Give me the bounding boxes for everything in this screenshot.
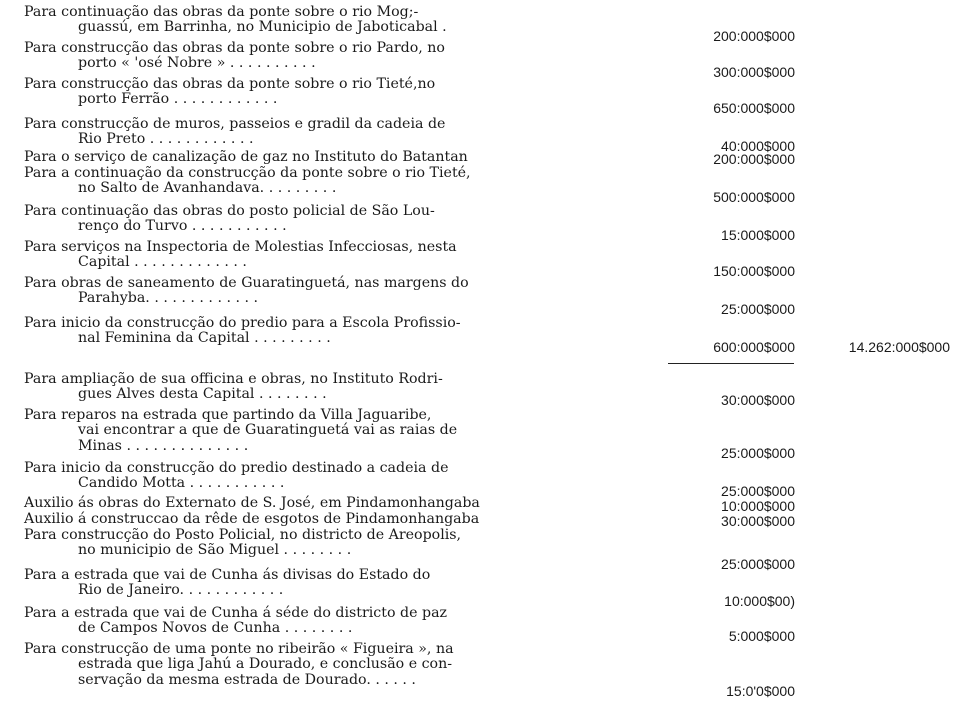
description-line: Rio Preto . . . . . . . . . . . .: [78, 131, 254, 148]
description-line: Para inicio da construcção do predio destinado a cadeia de: [24, 460, 449, 476]
item-amount: 150:000$000: [713, 263, 795, 279]
item-amount: 30:000$000: [721, 513, 795, 529]
item-description: [24, 41, 514, 72]
item-amount: 30:000$000: [721, 392, 795, 408]
item-description: [24, 5, 514, 36]
description-line: Parahyba. . . . . . . . . . . . .: [78, 290, 259, 307]
description-line: Para ampliação de sua officina e obras, no Instituto Rodri-: [24, 371, 443, 387]
item-description: [24, 528, 514, 559]
description-line: Candido Motta . . . . . . . . . . .: [78, 475, 285, 492]
item-description: [24, 372, 514, 403]
description-line: renço do Turvo . . . . . . . . . . .: [78, 218, 287, 235]
description-line: nal Feminina da Capital . . . . . . . . .: [78, 330, 331, 347]
description-line: Para o serviço de canalização de gaz no Instituto do Batantan: [24, 149, 468, 165]
description-line: Para continuação das obras do posto policial de São Lou-: [24, 203, 435, 219]
description-line: Para inicio da construcção do predio para a Escola Profissio-: [24, 315, 461, 331]
item-description: [24, 606, 514, 637]
description-line: Minas . . . . . . . . . . . . . .: [78, 437, 249, 454]
item-description: [24, 166, 514, 197]
item-amount: 25:000$000: [721, 445, 795, 461]
description-line: Para construcção de muros, passeios e gradil da cadeia de: [24, 116, 446, 132]
item-description: [24, 77, 514, 108]
description-line: Para a continuação da construcção da ponte sobre o rio Tieté,: [24, 165, 471, 181]
item-amount: 200:000$000: [713, 28, 795, 44]
item-amount: 25:000$000: [721, 483, 795, 499]
item-description: [24, 276, 514, 307]
description-line: Capital . . . . . . . . . . . . .: [78, 254, 247, 271]
item-amount: 15:000$000: [721, 227, 795, 243]
item-description: [24, 316, 514, 347]
description-line: Para obras de saneamento de Guaratinguetá, nas margens do: [24, 275, 469, 291]
description-line: Para a estrada que vai de Cunha ás divisas do Estado do: [24, 567, 431, 583]
item-description: [24, 150, 514, 165]
item-amount: 25:000$000: [721, 301, 795, 317]
description-line: gues Alves desta Capital . . . . . . . .: [78, 386, 327, 403]
description-line: Para construcção das obras da ponte sobre o rio Tieté,no: [24, 76, 436, 92]
item-amount: 500:000$000: [713, 189, 795, 205]
item-amount: 25:000$000: [721, 556, 795, 572]
description-line: Rio de Janeiro. . . . . . . . . . . .: [78, 582, 284, 599]
item-amount: 600:000$000: [713, 339, 795, 355]
item-description: [24, 642, 514, 688]
description-line: Para construcção das obras da ponte sobre o rio Pardo, no: [24, 40, 445, 56]
item-description: [24, 512, 514, 527]
description-line: porto « 'osé Nobre » . . . . . . . . . .: [78, 55, 316, 72]
description-line: de Campos Novos de Cunha . . . . . . . .: [78, 620, 353, 637]
description-line: vai encontrar a que de Guaratinguetá vai as raias de: [78, 422, 458, 439]
item-amount: 200:000$000: [713, 151, 795, 167]
item-description: [24, 496, 514, 511]
item-amount: 10:000$000: [721, 498, 795, 514]
item-description: [24, 408, 514, 454]
description-line: Para a estrada que vai de Cunha á séde do districto de paz: [24, 605, 448, 621]
description-line: guassú, em Barrinha, no Municipio de Jaboticabal .: [78, 19, 447, 36]
item-description: [24, 117, 514, 148]
description-line: Para continuação das obras da ponte sobre o rio Mog;-: [24, 4, 419, 20]
section-total: 14.262:000$000: [848, 339, 950, 355]
item-amount: 15:0'0$000: [726, 683, 795, 699]
item-amount: 5:000$000: [728, 628, 795, 644]
description-line: no Salto de Avanhandava. . . . . . . . .: [78, 180, 337, 197]
item-description: [24, 568, 514, 599]
description-line: no municipio de São Miguel . . . . . . . .: [78, 542, 352, 559]
description-line: porto Ferrão . . . . . . . . . . . .: [78, 91, 278, 108]
description-line: Para serviços na Inspectoria de Molestias Infecciosas, nesta: [24, 239, 457, 255]
description-line: servação da mesma estrada de Dourado. . . . . .: [78, 671, 416, 688]
description-line: Para construcção de uma ponte no ribeirão « Figueira », na: [24, 641, 454, 657]
description-line: Para construcção do Posto Policial, no districto de Areopolis,: [24, 527, 462, 543]
item-amount: 650:000$000: [713, 100, 795, 116]
description-line: Para reparos na estrada que partindo da Villa Jaguaribe,: [24, 407, 432, 423]
total-divider: [668, 363, 794, 364]
description-line: Auxilio á construccao da rêde de esgotos de Pindamonhangaba: [24, 511, 480, 527]
item-description: [24, 204, 514, 235]
item-amount: 300:000$000: [713, 64, 795, 80]
description-line: Auxilio ás obras do Externato de S. José, em Pindamonhangaba: [24, 495, 480, 511]
item-description: [24, 461, 514, 492]
item-amount: 10:000$00): [724, 593, 795, 609]
item-description: [24, 240, 514, 271]
description-line: estrada que liga Jahú a Dourado, e conclusão e con-: [78, 656, 453, 673]
item-amount: 40:000$000: [721, 138, 795, 154]
